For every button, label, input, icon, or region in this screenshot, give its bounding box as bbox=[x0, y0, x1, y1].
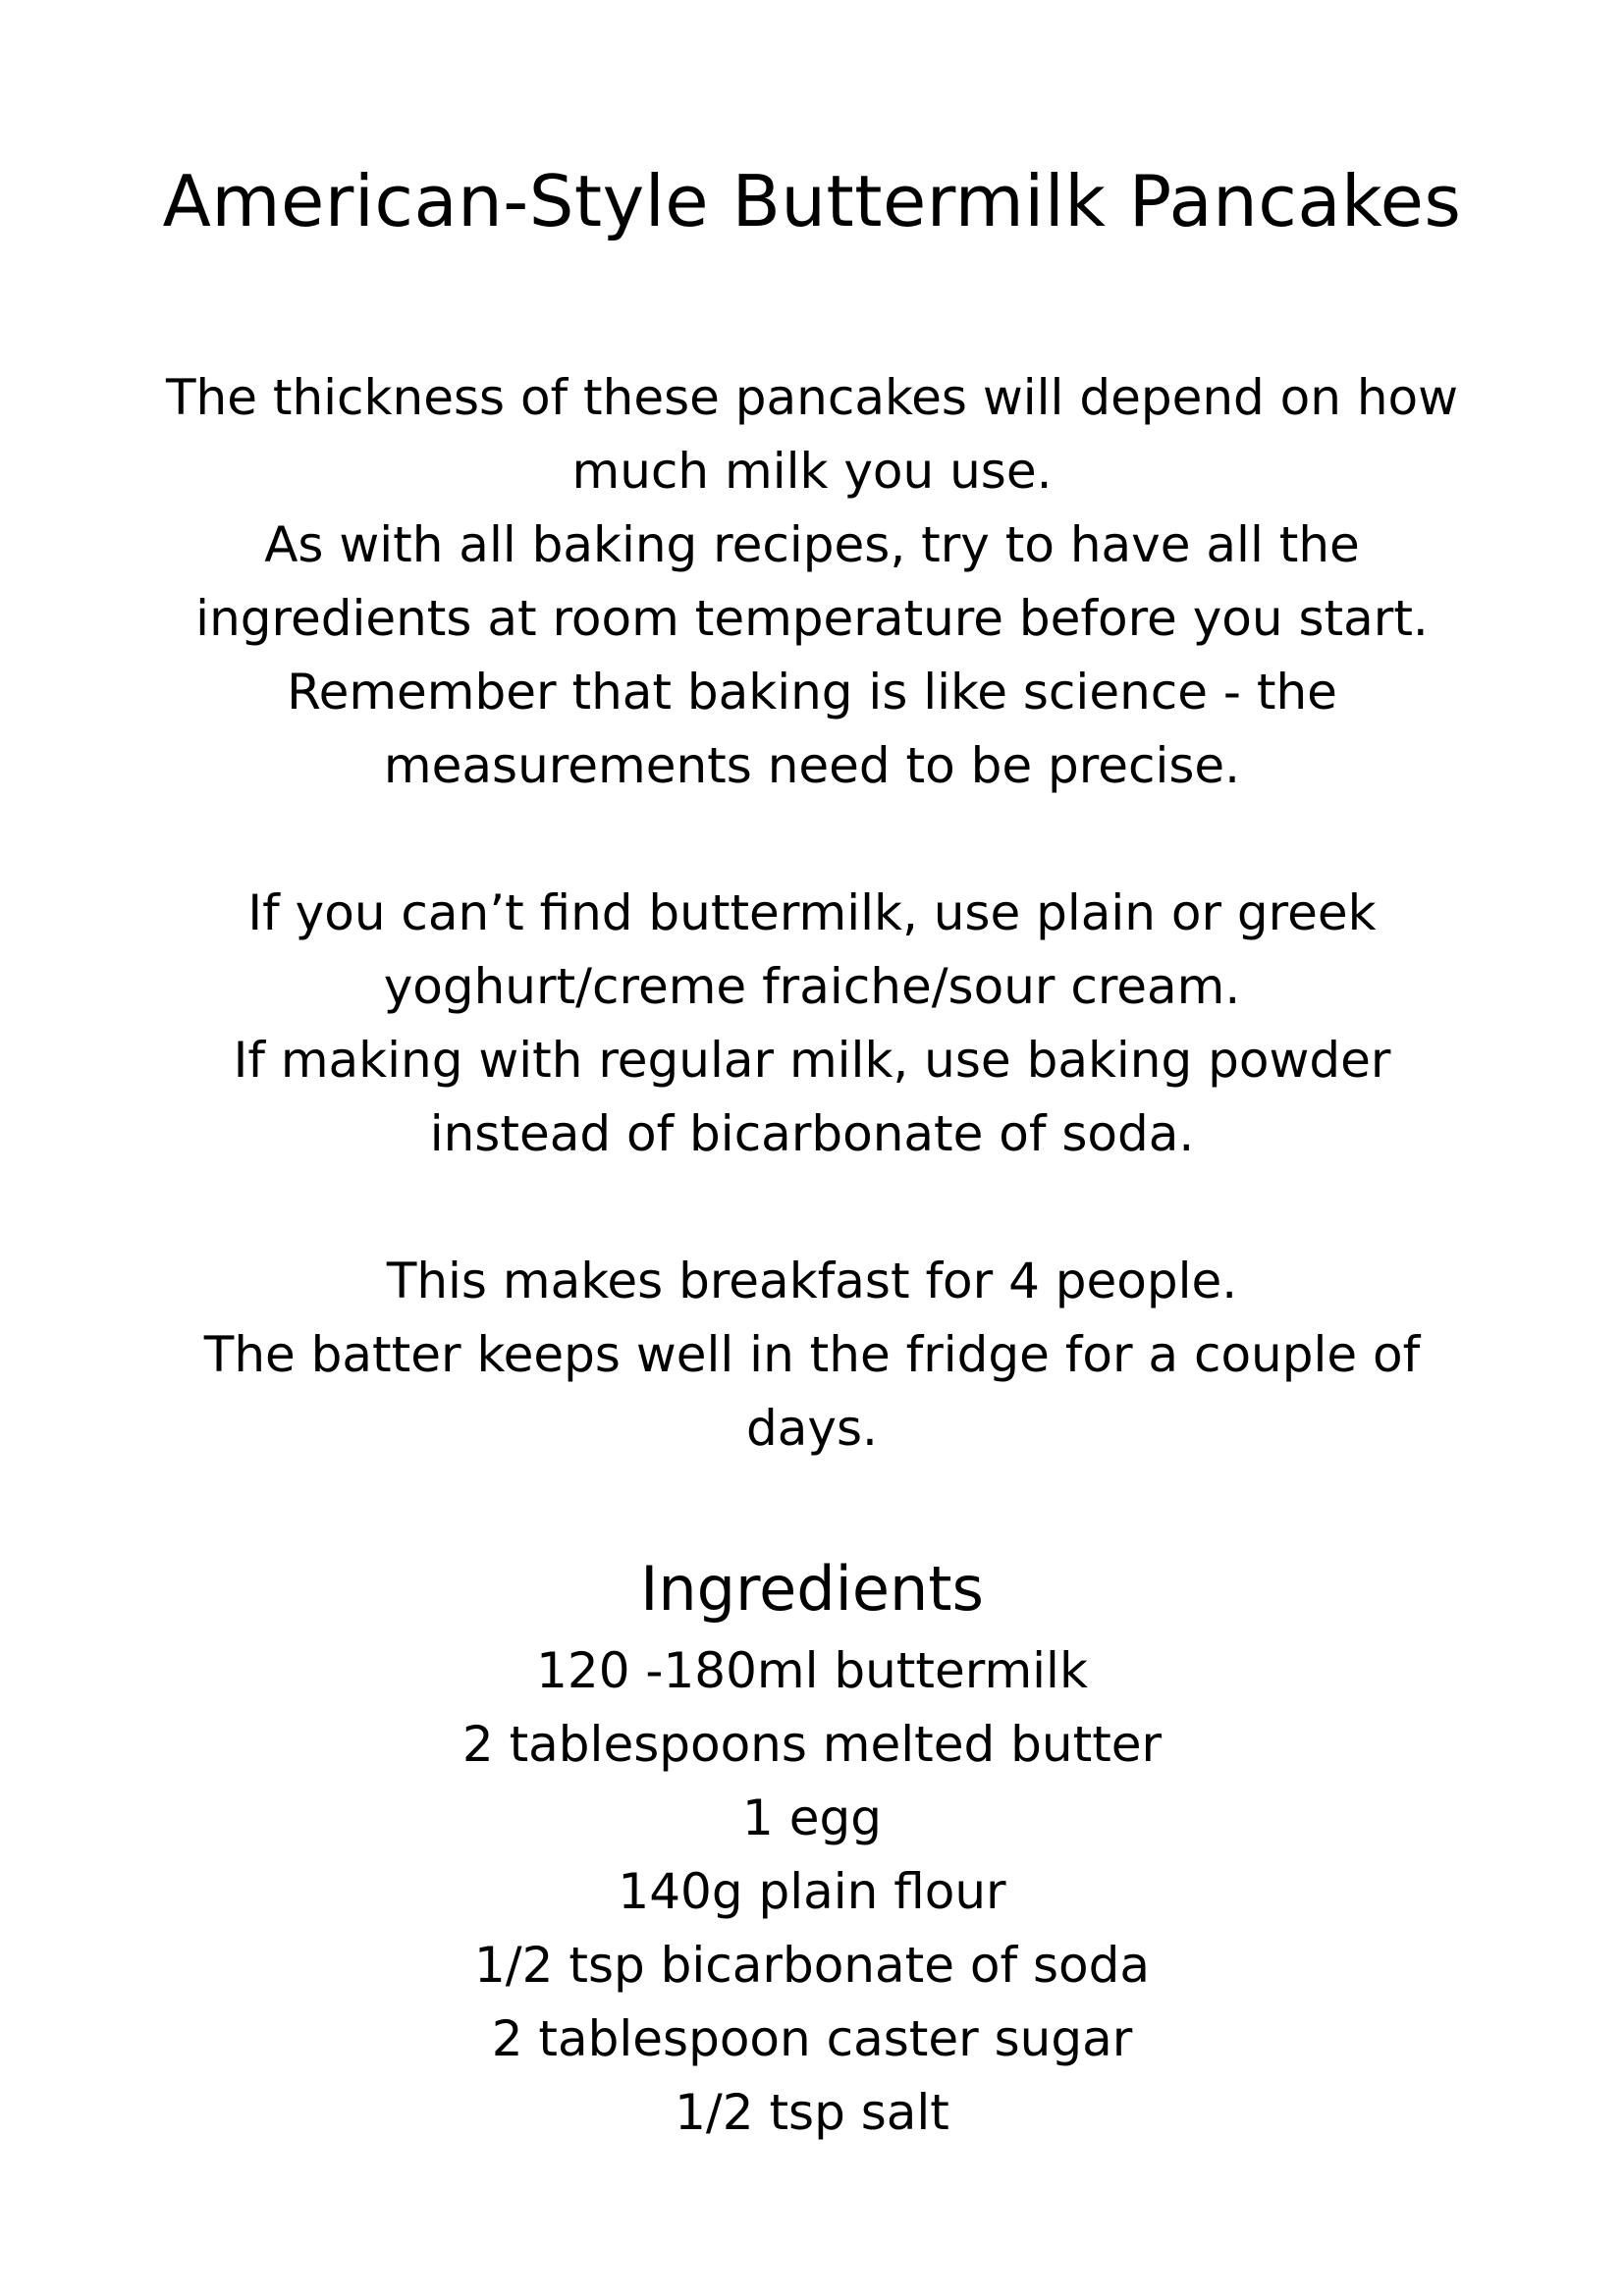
intro-line: As with all baking recipes, try to have all the bbox=[264, 516, 1360, 573]
ingredient-item: 2 tablespoons melted butter bbox=[461, 1716, 1163, 1773]
ingredients-list bbox=[98, 1634, 1526, 2150]
servings-line: days. bbox=[746, 1400, 878, 1457]
intro-line: Remember that baking is like science - the bbox=[287, 664, 1337, 721]
servings-line: This makes breakfast for 4 people. bbox=[386, 1253, 1238, 1309]
servings-line: The batter keeps well in the fridge for a couple of bbox=[203, 1326, 1421, 1383]
intro-line: measurements need to be precise. bbox=[383, 737, 1241, 794]
servings-paragraph bbox=[98, 1245, 1526, 1466]
ingredient-item: 140g plain flour bbox=[618, 1863, 1006, 1920]
substitutes-line: instead of bicarbonate of soda. bbox=[429, 1105, 1195, 1162]
intro-line: ingredients at room temperature before you start. bbox=[195, 590, 1429, 647]
substitutes-paragraph bbox=[98, 877, 1526, 1171]
intro-line: The thickness of these pancakes will depend on how bbox=[165, 369, 1458, 426]
ingredient-item: 1 egg bbox=[742, 1789, 882, 1846]
ingredients-heading: Ingredients bbox=[640, 1553, 984, 1625]
intro-paragraph bbox=[98, 361, 1526, 803]
recipe-title: American-Style Buttermilk Pancakes bbox=[162, 160, 1462, 242]
substitutes-line: If you can’t find buttermilk, use plain or greek bbox=[247, 884, 1377, 941]
intro-line: much milk you use. bbox=[571, 443, 1053, 500]
substitutes-line: yoghurt/creme fraiche/sour cream. bbox=[383, 958, 1241, 1015]
ingredient-item: 120 -180ml buttermilk bbox=[536, 1642, 1088, 1699]
ingredient-item: 1/2 tsp bicarbonate of soda bbox=[474, 1937, 1150, 1994]
ingredient-item: 1/2 tsp salt bbox=[675, 2084, 949, 2141]
ingredient-item: 2 tablespoon caster sugar bbox=[491, 2010, 1133, 2067]
substitutes-line: If making with regular milk, use baking powder bbox=[233, 1032, 1391, 1089]
